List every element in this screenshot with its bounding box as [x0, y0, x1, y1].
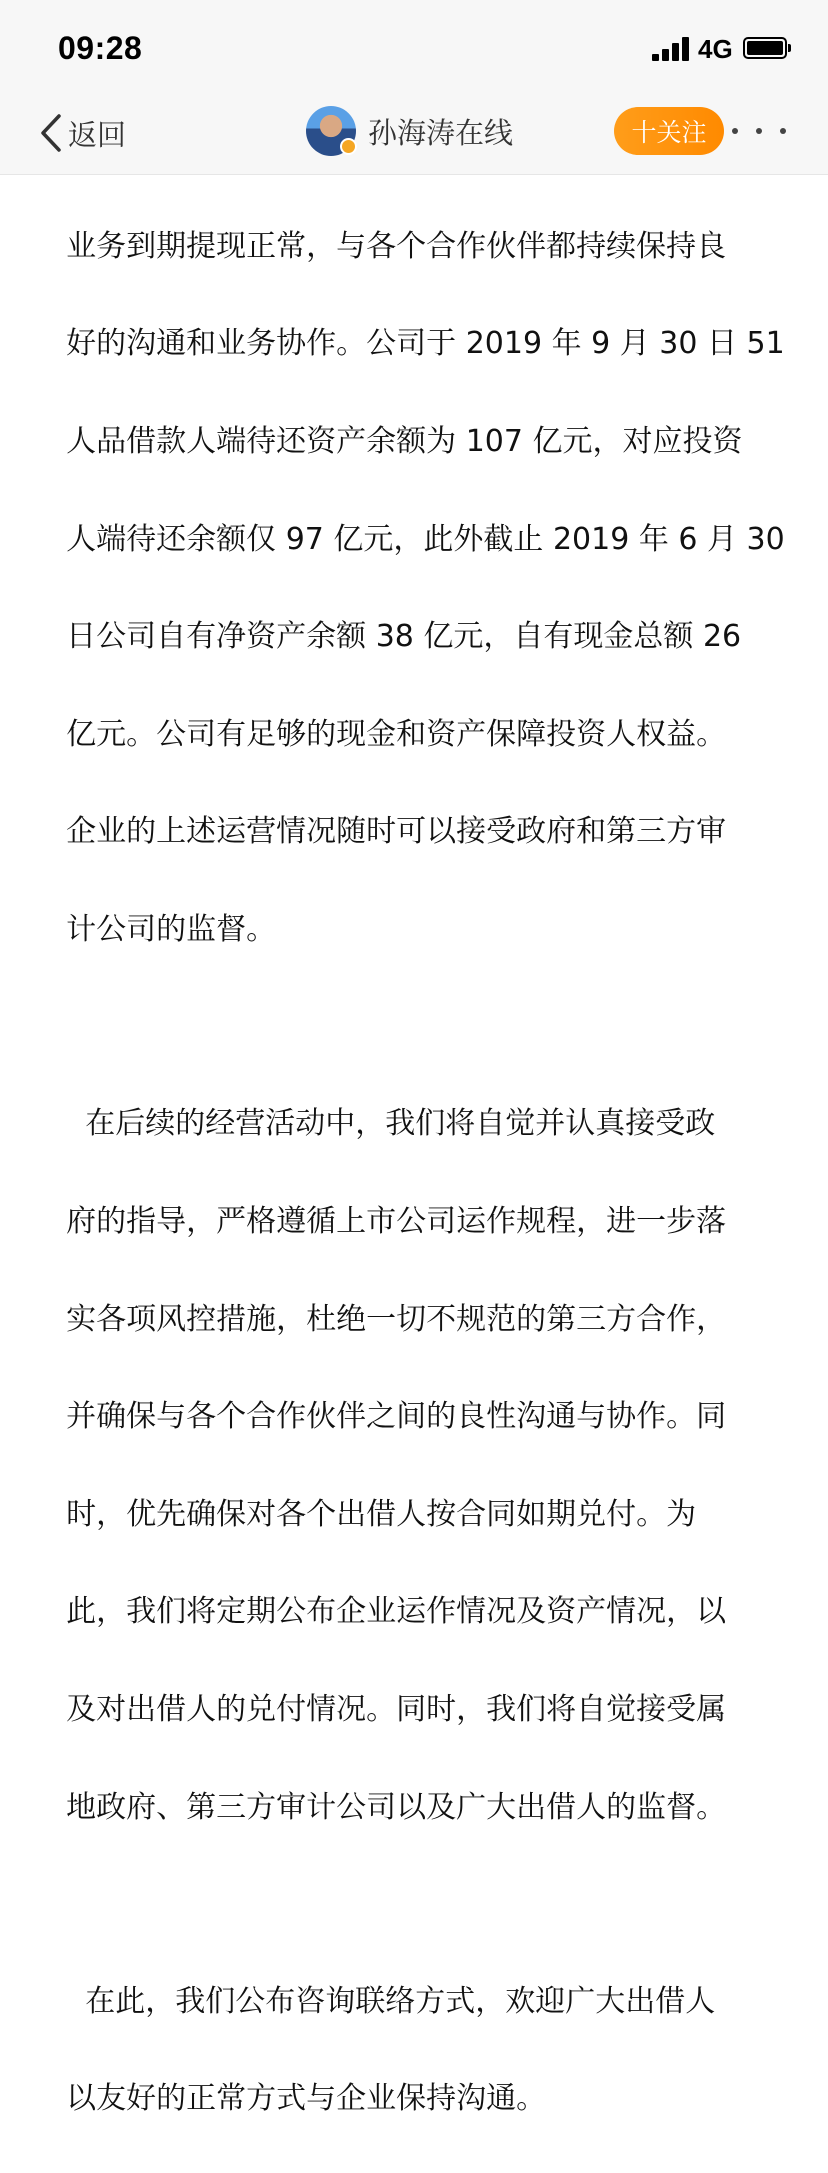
chevron-left-icon: [40, 113, 62, 153]
text-line: 计公司的监督。: [66, 911, 277, 947]
text-line: 日公司自有净资产余额 38 亿元，自有现金总额 26: [66, 619, 742, 655]
follow-button[interactable]: 十关注: [614, 107, 724, 155]
text-line: 实各项风控措施，杜绝一切不规范的第三方合作，: [66, 1301, 727, 1337]
text-line: 此，我们将定期公布企业运作情况及资产情况，以: [66, 1594, 727, 1630]
status-bar: [0, 0, 828, 96]
text-line: 企业的上述运营情况随时可以接受政府和第三方审: [66, 814, 727, 850]
status-time: 09:28: [58, 30, 143, 66]
text-line: 在此，我们公布咨询联络方式，欢迎广大出借人: [66, 1983, 716, 2019]
text-line: 业务到期提现正常，与各个合作伙伴都持续保持良: [66, 228, 727, 264]
verified-icon: [340, 138, 357, 155]
article-body: [28, 174, 818, 2173]
text-line: 人端待还余额仅 97 亿元，此外截止 2019 年 6 月 30: [66, 521, 785, 557]
account-header[interactable]: [306, 106, 513, 156]
text-line: 时，优先确保对各个出借人按合同如期兑付。为: [66, 1496, 697, 1532]
text-line: 府的指导，严格遵循上市公司运作规程，进一步落: [66, 1203, 727, 1239]
back-label: 返回: [68, 117, 127, 152]
text-line: 并确保与各个合作伙伴之间的良性沟通与协作。同: [66, 1399, 727, 1435]
text-line: 在后续的经营活动中，我们将自觉并认真接受政: [66, 1106, 716, 1142]
text-line: 以友好的正常方式与企业保持沟通。: [66, 2081, 547, 2117]
paragraph-1: [28, 174, 818, 1004]
paragraph-3: [28, 1929, 818, 2173]
more-icon[interactable]: [732, 116, 786, 146]
account-name[interactable]: 孙海涛在线: [368, 115, 514, 150]
network-label: 4G: [698, 34, 733, 64]
text-line: 亿元。公司有足够的现金和资产保障投资人权益。: [66, 716, 727, 752]
text-line: 及对出借人的兑付情况。同时，我们将自觉接受属: [66, 1691, 727, 1727]
text-line: 地政府、第三方审计公司以及广大出借人的监督。: [66, 1789, 727, 1825]
signal-icon: [652, 37, 692, 61]
battery-icon: [743, 37, 787, 59]
text-line: 好的沟通和业务协作。公司于 2019 年 9 月 30 日 51: [66, 326, 785, 362]
text-line: 人品借款人端待还资产余额为 107 亿元，对应投资: [66, 423, 743, 459]
back-button[interactable]: [40, 108, 126, 158]
nav-bar: [0, 96, 828, 175]
paragraph-2: [28, 1052, 818, 1882]
